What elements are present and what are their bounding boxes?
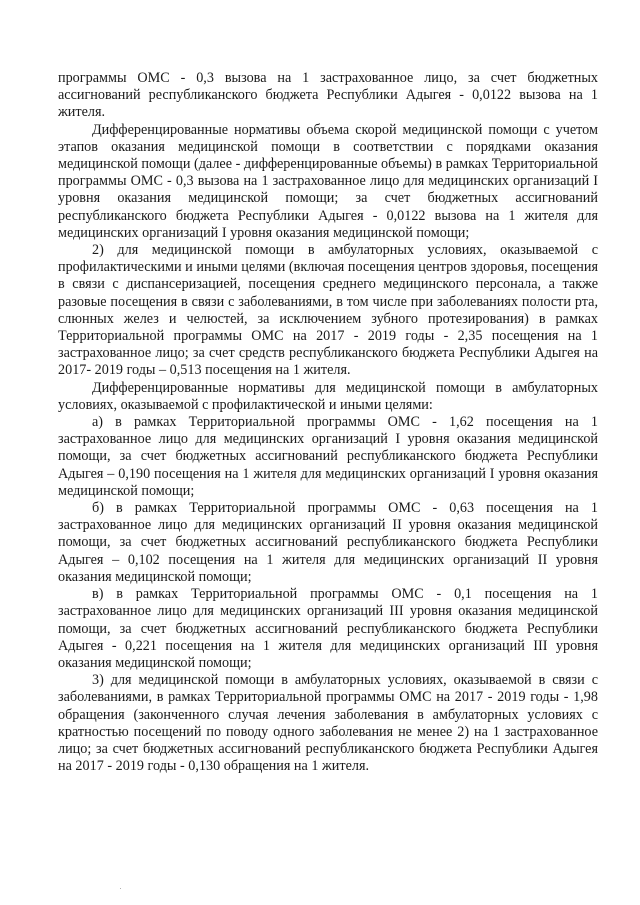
list-item-level-2: б) в рамках Территориальной программы ОМС - 0,63 посещения на 1 застрахованное лицо для медицинских организаций II уровня оказания медицинской помощи, за счет бюджетных ассигнований республиканского бюджета Республики Адыгея – 0,102 посещения на 1 жителя для медицинских организаций II уровня оказания медицинской помощи; — [58, 500, 598, 585]
document-page — [58, 70, 598, 775]
list-item-level-3: в) в рамках Территориальной программы ОМС - 0,1 посещения на 1 застрахованное лицо для медицинских организаций III уровня оказания медицинской помощи, за счет бюджетных ассигнований республиканского бюджета Республики Адыгея - 0,221 посещения на 1 жителя для медицинских организаций III уровня оказания медицинской помощи; — [58, 586, 598, 671]
paragraph-outpatient-preventive: 2) для медицинской помощи в амбулаторных условиях, оказываемой с профилактическими и иными целями (включая посещения центров здоровья, посещения в связи с диспансеризацией, посещения среднего медицинского персонала, а также разовые посещения в связи с заболеваниями, в том числе при заболеваниях полости рта, слюнных желез и челюстей, за исключением зубного протезирования) в рамках Территориальной программы ОМС на 2017 - 2019 годы - 2,35 посещения на 1 застрахованное лицо; за счет средств республиканского бюджета Республики Адыгея на 2017- 2019 годы – 0,513 посещения на 1 жителя. — [58, 242, 598, 379]
scan-speck — [120, 888, 121, 889]
list-item-level-1: а) в рамках Территориальной программы ОМС - 1,62 посещения на 1 застрахованное лицо для медицинских организаций I уровня оказания медицинской помощи, за счет бюджетных ассигнований республиканского бюджета Республики Адыгея – 0,190 посещения на 1 жителя для медицинских организаций I уровня оказания медицинской помощи; — [58, 414, 598, 499]
paragraph-outpatient-differentiated-intro: Дифференцированные нормативы для медицинской помощи в амбулаторных условиях, оказываемой с профилактической и иными целями: — [58, 379, 598, 413]
paragraph-call-rate-tail: программы ОМС - 0,3 вызова на 1 застрахованное лицо, за счет бюджетных ассигнований республиканского бюджета Республики Адыгея - 0,0122 вызова на 1 жителя. — [58, 70, 598, 121]
paragraph-outpatient-disease: 3) для медицинской помощи в амбулаторных условиях, оказываемой в связи с заболеваниями, в рамках Территориальной программы ОМС на 2017 - 2019 годы - 1,98 обращения (законченного случая лечения заболевания в амбулаторных условиях с кратностью посещений по поводу одного заболевания не менее 2) на 1 застрахованное лицо; за счет бюджетных ассигнований республиканского бюджета Республики Адыгея на 2017 - 2019 годы - 0,130 обращения на 1 жителя. — [58, 672, 598, 775]
paragraph-emergency-differentiated: Дифференцированные нормативы объема скорой медицинской помощи с учетом этапов оказания медицинской помощи в соответствии с порядками оказания медицинской помощи (далее - дифференцированные объемы) в рамках Территориальной программы ОМС - 0,3 вызова на 1 застрахованное лицо для медицинских организаций I уровня оказания медицинской помощи; за счет бюджетных ассигнований республиканского бюджета Республики Адыгея - 0,0122 вызова на 1 жителя для медицинских организаций I уровня оказания медицинской помощи; — [58, 121, 598, 241]
